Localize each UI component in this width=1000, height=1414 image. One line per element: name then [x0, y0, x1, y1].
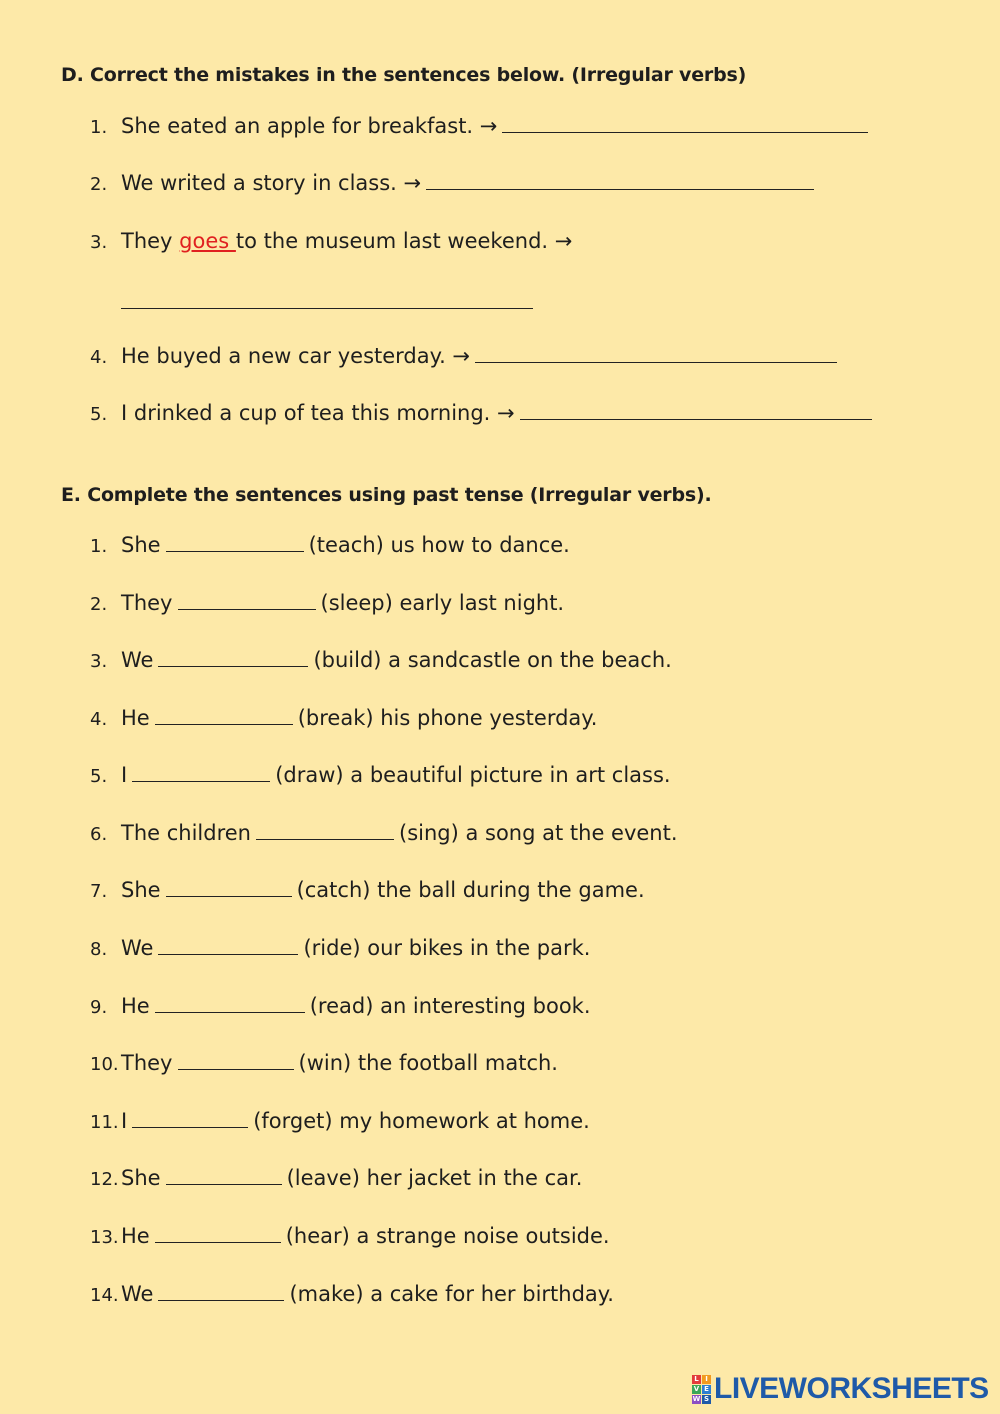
item-text: She eated an apple for breakfast. →: [121, 114, 498, 138]
item-text-pre: They: [121, 229, 180, 253]
list-item: [90, 994, 591, 1018]
answer-blank[interactable]: [158, 1299, 284, 1301]
answer-blank[interactable]: [178, 608, 316, 610]
item-number: 9.: [90, 997, 108, 1018]
item-number: 7.: [90, 881, 108, 902]
answer-blank[interactable]: [166, 1183, 282, 1185]
item-number: 5.: [90, 766, 108, 787]
item-number: 11.: [90, 1112, 119, 1133]
list-item: [90, 533, 570, 557]
item-number: 8.: [90, 939, 108, 960]
item-subject: He: [121, 706, 150, 730]
item-text: I drinked a cup of tea this morning. →: [121, 401, 515, 425]
answer-blank[interactable]: [178, 1068, 294, 1070]
item-number: 12.: [90, 1169, 119, 1190]
item-subject: He: [121, 1224, 150, 1248]
item-number: 3.: [90, 232, 108, 253]
item-text: He buyed a new car yesterday. →: [121, 344, 471, 368]
answer-blank[interactable]: [166, 895, 292, 897]
answer-blank[interactable]: [502, 131, 868, 133]
logo-mark-cell: L: [692, 1375, 701, 1384]
answer-blank[interactable]: [155, 1011, 305, 1013]
answer-blank[interactable]: [520, 418, 872, 420]
answer-blank[interactable]: [475, 361, 837, 363]
logo-mark-cell: S: [703, 1394, 710, 1403]
logo-mark-cell: W: [692, 1394, 701, 1403]
list-item: [90, 344, 842, 368]
answer-blank[interactable]: [121, 308, 533, 309]
item-subject: We: [121, 648, 154, 672]
item-number: 4.: [90, 347, 108, 368]
answer-blank[interactable]: [158, 665, 308, 667]
item-subject: They: [121, 1051, 173, 1075]
section-d-title: D. Correct the mistakes in the sentences below. (Irregular verbs): [61, 64, 747, 86]
list-item: [90, 114, 873, 138]
answer-blank[interactable]: [155, 723, 293, 725]
list-item: [90, 936, 590, 960]
list-item: [90, 401, 877, 425]
item-rest: (teach) us how to dance.: [308, 533, 570, 557]
item-rest: (catch) the ball during the game.: [296, 878, 645, 902]
item-rest: (hear) a strange noise outside.: [285, 1224, 610, 1248]
item-text-post: to the museum last weekend. →: [235, 229, 573, 253]
answer-blank[interactable]: [158, 953, 298, 955]
logo-mark-cell: V: [693, 1384, 700, 1393]
list-item: [90, 1224, 610, 1248]
item-subject: They: [121, 591, 173, 615]
logo-mark-icon: [692, 1375, 711, 1404]
list-item: [90, 229, 572, 253]
error-word: goes: [179, 229, 236, 253]
item-number: 5.: [90, 404, 108, 425]
list-item: [90, 648, 672, 672]
liveworksheets-logo: [692, 1372, 989, 1406]
list-item: [90, 1051, 558, 1075]
item-number: 1.: [90, 536, 108, 557]
item-subject: We: [121, 1282, 154, 1306]
list-item: [90, 1109, 590, 1133]
item-subject: She: [121, 533, 161, 557]
item-number: 14.: [90, 1285, 119, 1306]
answer-blank[interactable]: [166, 550, 304, 552]
item-rest: (make) a cake for her birthday.: [289, 1282, 614, 1306]
item-rest: (sleep) early last night.: [320, 591, 565, 615]
item-rest: (forget) my homework at home.: [253, 1109, 590, 1133]
list-item: [90, 821, 678, 845]
answer-blank[interactable]: [256, 838, 394, 840]
answer-blank[interactable]: [155, 1241, 281, 1243]
item-number: 3.: [90, 651, 108, 672]
list-item: [90, 706, 597, 730]
item-subject: We: [121, 936, 154, 960]
item-rest: (break) his phone yesterday.: [297, 706, 598, 730]
list-item: [90, 591, 564, 615]
item-number: 6.: [90, 824, 108, 845]
item-subject: He: [121, 994, 150, 1018]
item-subject: She: [121, 1166, 161, 1190]
item-number: 13.: [90, 1227, 119, 1248]
list-item: [90, 171, 819, 195]
item-rest: (sing) a song at the event.: [399, 821, 678, 845]
list-item: [90, 763, 671, 787]
list-item: [90, 1166, 582, 1190]
answer-blank[interactable]: [426, 188, 814, 190]
item-number: 2.: [90, 174, 108, 195]
item-text: We writed a story in class. →: [121, 171, 422, 195]
item-subject: I: [121, 1109, 128, 1133]
item-rest: (read) an interesting book.: [309, 994, 591, 1018]
logo-mark-cell: I: [702, 1375, 711, 1384]
logo-text: LIVEWORKSHEETS: [714, 1372, 989, 1405]
logo-mark-cell: E: [702, 1385, 711, 1394]
list-item: [90, 1282, 614, 1306]
item-rest: (build) a sandcastle on the beach.: [313, 648, 672, 672]
item-rest: (win) the football match.: [298, 1051, 558, 1075]
item-rest: (ride) our bikes in the park.: [303, 936, 591, 960]
answer-blank[interactable]: [132, 780, 270, 782]
item-number: 4.: [90, 709, 108, 730]
answer-blank[interactable]: [132, 1126, 248, 1128]
list-item: [90, 878, 645, 902]
item-rest: (draw) a beautiful picture in art class.: [275, 763, 671, 787]
item-subject: She: [121, 878, 161, 902]
item-rest: (leave) her jacket in the car.: [286, 1166, 583, 1190]
item-subject: The children: [121, 821, 251, 845]
item-number: 2.: [90, 594, 108, 615]
item-number: 10.: [90, 1054, 119, 1075]
item-number: 1.: [90, 117, 108, 138]
section-e-title: E. Complete the sentences using past tense (Irregular verbs).: [61, 484, 712, 506]
item-subject: I: [121, 763, 128, 787]
